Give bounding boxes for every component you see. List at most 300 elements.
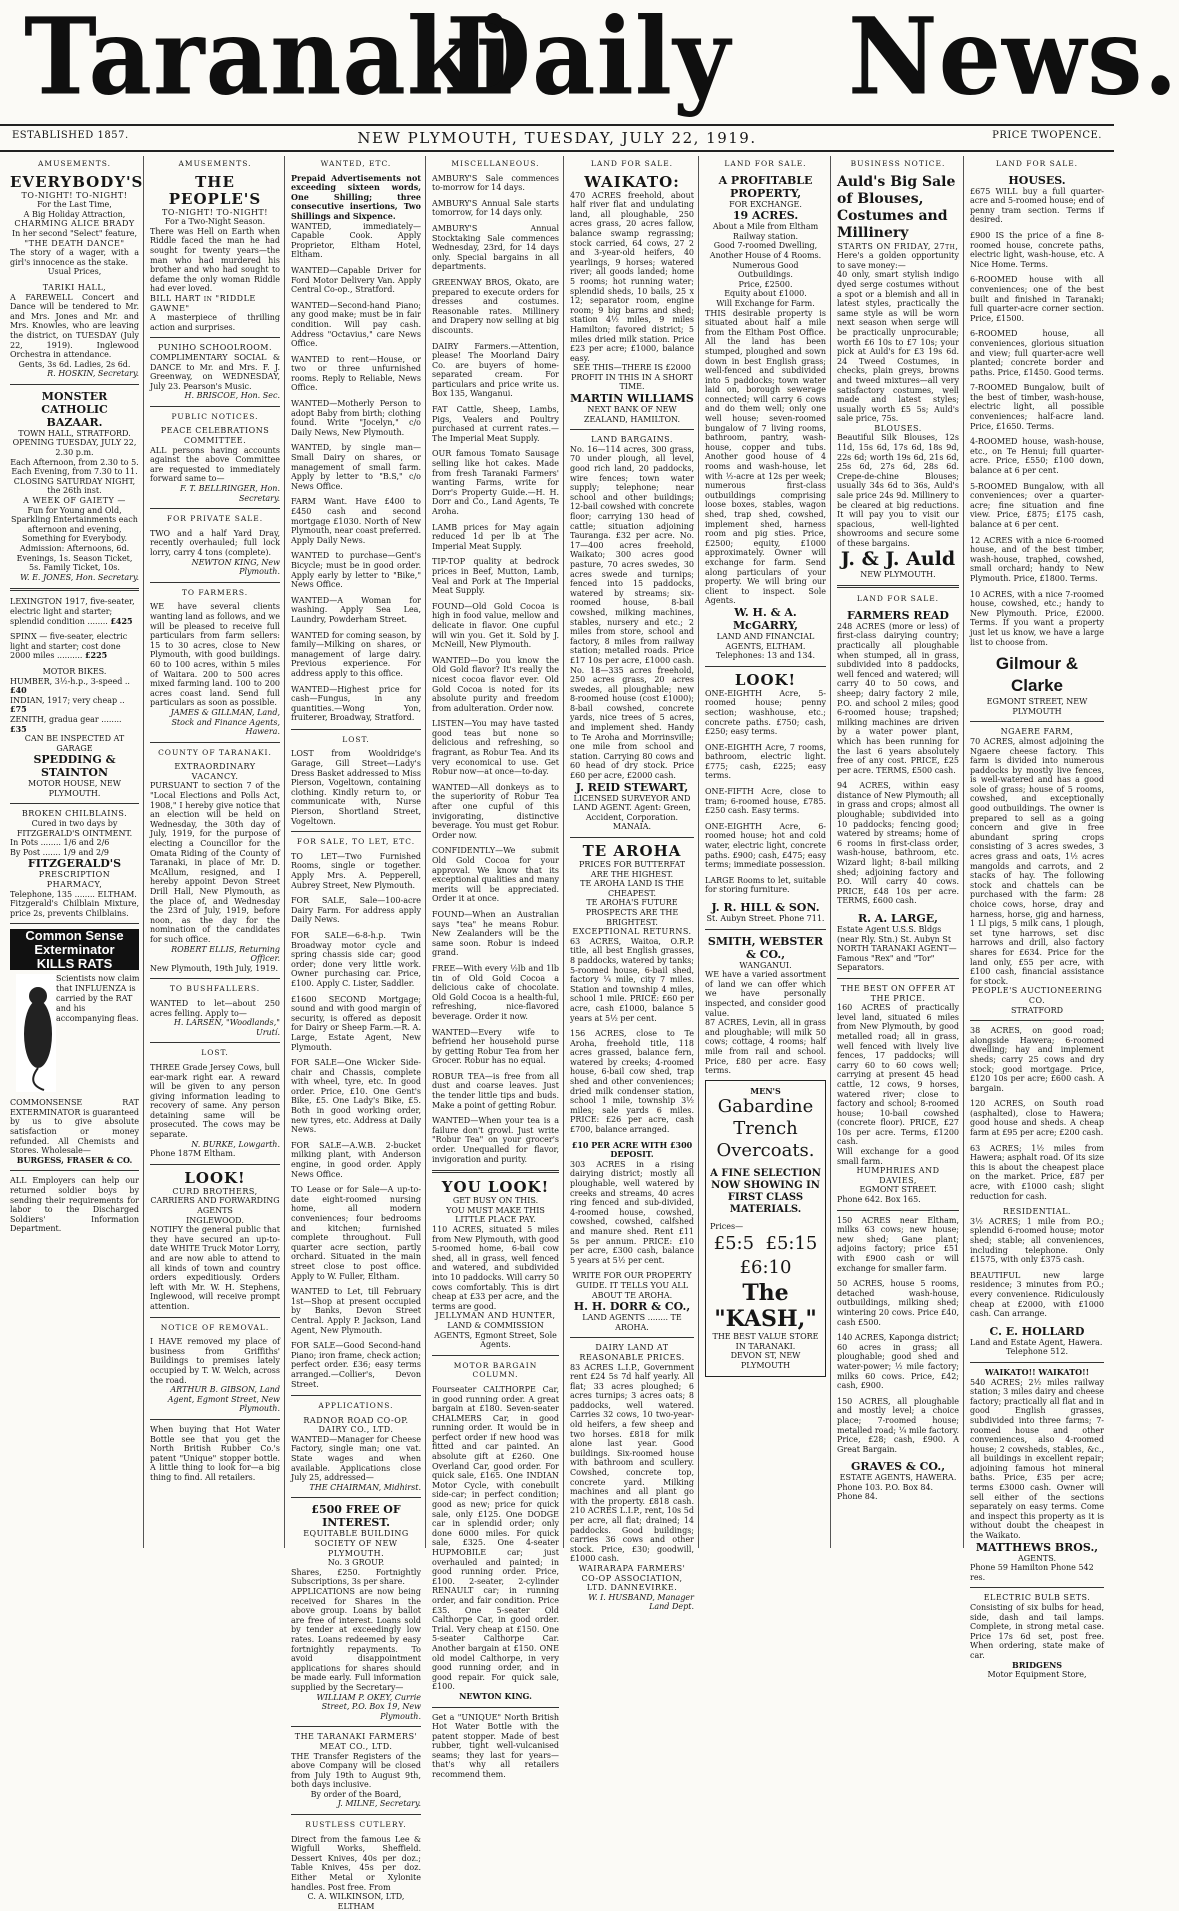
dairy-land: DAIRY LAND AT REASONABLE PRICES. bbox=[579, 1343, 685, 1362]
large-agent: NORTH TARANAKI AGENT— bbox=[837, 944, 957, 954]
chilblains-post: By Post ....... 1/9 and 2/9 bbox=[10, 847, 109, 857]
lost-1: LOST from Wooldridge's Garage, Gill Street—Lady's Dress Basket addressed to Miss Pierson, Vogeltown, containing clothing. Kindly return to, or communicate with, Nurse Pierson, Shortland Street, Vogeltown. bbox=[291, 749, 421, 826]
acres-70: 70 ACRES, almost adjoining the Ngaere cheese factory. This farm is divided into numerous paddocks by mostly live fences, is well-watered and has a good sole of grass; house of 5 rooms, cowshed, and exceptionally good outbuildings. The owner is prepared to sell as a going concern and give in free abundant spring crops consisting of 3 acres swedes, 3 acres grass and oats, 1½ acres mangolds and carrots, and 2 stacks of hay. The following stock and chattels can be purchased with the farm: 28 choice cows, horse, dray and harness, horse, gig and harness, 1 Ll pigs, 5 milk cans, 1 plough, set tyne harrows, set disc harrows and drill, also factory shares for £634. Price for the land only, £55 per acre, with £100 cash, financial assistance for stock. bbox=[970, 736, 1104, 986]
tonight: TO-NIGHT! TO-NIGHT! bbox=[21, 190, 128, 200]
to-let-3: FOR SALE—6-8-h.p. Twin Broadway motor cycle and spring chassis side car; good order; done very little work. Owner purchasing car. Price, £100. Apply C. Lister, Saddler. bbox=[291, 930, 421, 988]
graves-phone: Phone 103. P.O. Box 84. Phone 84. bbox=[837, 1482, 934, 1502]
kash-addr: DEVON ST, NEW PLYMOUTH bbox=[730, 1351, 801, 1370]
chilblains-pots: In Pots ........ 1/6 and 2/6 bbox=[10, 838, 110, 848]
private-sig: NEWTON KING, New Plymouth. bbox=[191, 557, 280, 577]
cheapest: TE AROHA LAND IS THE CHEAPEST. bbox=[580, 879, 684, 898]
blouses-body: Beautiful Silk Blouses, 12s 11d, 15s 6d, 17s 6d, 18s 9d, 22s 6d; worth 19s 6d, 21s 6d, 25s 6d, 27s 6d, 28s 6d. Crepe-de-chine Blouses; usually 34s 6d to 36s, Auld's sale price 24s 9d. Millinery to be cleared at big reductions. It will pay you to visit our spacious, well-lighted showrooms and secure some of these bargains. bbox=[837, 433, 959, 548]
wanted-6: WANTED, by single man—Small Dairy on shares, or management of small farm. Apply by letter to "B.S," c/o News Office. bbox=[291, 443, 421, 491]
wairarapa-sig: W. I. HUSBAND, Manager Land Dept. bbox=[588, 1592, 694, 1612]
farmers-sig: JAMES & GILLMAN, Land, Stock and Finance Agents, Hawera. bbox=[170, 707, 280, 737]
lost-sig: N. BURKE, Lowgarth. bbox=[191, 1139, 280, 1149]
puniho: PUNIHO SCHOOLROOM. bbox=[157, 343, 273, 353]
lost-heading: LOST. bbox=[342, 734, 370, 744]
misc-17: WANTED—Every wife to befriend her household purse by getting Robur Tea from her Grocer. Robur has no equal. bbox=[432, 1027, 559, 1066]
shares: Shares, £250. Fortnightly Subscriptions, 3s per share. bbox=[291, 1567, 421, 1587]
kills-rats: KILLS RATS bbox=[10, 957, 139, 971]
rats-guarantee: COMMONSENSE RAT EXTERMINATOR is guaranteed by us to give absolute satisfaction or money refunded. All Chemists and Stores. Wholesale— bbox=[10, 1098, 139, 1156]
stratford: STRATFORD bbox=[1010, 1005, 1064, 1015]
for-private: FOR PRIVATE SALE. bbox=[166, 514, 264, 524]
acres-150: 150 ACRES near Eltham, milks 63 cows; new house; new shed; Gane plant; adjoins factory; price £51 with £900 cash or will exchange for smaller farm. bbox=[837, 1215, 959, 1273]
fun: Fun for Young and Old, bbox=[27, 505, 122, 515]
vacancy-sig: ROBERT ELLIS, Returning Officer. bbox=[171, 944, 280, 964]
telephone: Telephone, 135 ........ ELTHAM. bbox=[10, 889, 137, 899]
wanted-9: WANTED—A Woman for washing. Apply Sea Lea, Laundry, Powderham Street. bbox=[291, 595, 421, 624]
wanted-3: WANTED—Second-hand Piano; any good make; must be in fair condition. Will pay cash. Address "Octavius," care News Office. bbox=[291, 300, 421, 349]
radnor: RADNOR ROAD CO-OP. DAIRY CO., LTD. bbox=[303, 1415, 409, 1435]
acres-38: 38 ACRES, on good road; alongside Hawera; 6-roomed dwelling; hay and implement sheds; carry 25 cows and dry stock; good mortgage. Price, £120 10s per acre; £600 cash. A bargain. bbox=[970, 1026, 1104, 1093]
res-1: 3½ ACRES; 1 mile from P.O.; splendid 6-roomed house; motor shed; stable; all conveniences, including telephone. Only £1575, with only £375 cash. bbox=[970, 1216, 1104, 1265]
masterpiece: A masterpiece of thrilling action and surprises. bbox=[150, 313, 280, 332]
dairy-body: 83 ACRES L.I.P., Government rent £24 5s 7d half yearly. All flat; 33 acres ploughed; 6 acres turnips; 3 acres oats; 8 paddocks, well watered. Carries 32 cows, 10 two-year-old heifers, a few sheep and two horses. £818 for milk alone last year. Good buildings. Six-roomed house with bathroom and scullery. Cowshed, concrete top, concrete yard. Milking machines and all plant go with the property. £818 cash. 210 ACRES L.I.P., rent, 10s 5d per acre, all flat; drained; 14 paddocks. Good buildings; carries 36 cows and other stock. Price, £30; goodwill, £1000 cash. bbox=[570, 1362, 694, 1564]
private-body: TWO and a half Yard Dray, recently overhauled; full lock lorry, carry 4 tons (complete). bbox=[150, 528, 280, 557]
spedding: SPEDDING & STAINTON bbox=[33, 753, 116, 780]
farmers-body: WE have several clients wanting land as follows, and we will be pleased to receive full particulars from farm sellers: 15 to 30 acres, close to New Plymouth, with good buildings. 60 to 100 acres, within 5 miles of Waitara. 200 to 500 acres mixed farming land. 100 to 200 acres coast land. Send full particulars as soon as possible. bbox=[150, 602, 280, 708]
peace: PEACE CELEBRATIONS COMMITTEE. bbox=[160, 426, 270, 446]
gabardine: Gabardine bbox=[717, 1096, 814, 1118]
complimentary: COMPLIMENTARY SOCIAL & DANCE to Mr. and Mrs. F. J. Greenway, on WEDNESDAY, July 23. Pearson's Music. bbox=[150, 352, 280, 391]
to-let-9: FOR SALE—Good Second-hand Piano; iron frame, check action; perfect order. £36; easy terms arranged.—Collier's, Devon Street. bbox=[291, 1341, 421, 1389]
misc-13: WANTED—All donkeys as to the superiority of Robur Tea after one cupful of this invigorating, distinctive beverage. You must get Robur. Order now. bbox=[432, 782, 559, 840]
column-header: WANTED, ETC. bbox=[320, 159, 392, 168]
misc-14: CONFIDENTLY—We submit Old Gold Cocoa for your approval. We know that its exceptional qualities and many merits will be appreciated. Order it at once. bbox=[432, 846, 559, 904]
column-3 bbox=[287, 156, 426, 1911]
hotwater: When buying that Hot Water Bottle see that you get the North British Rubber Co.'s patent "Unique" stopper bottle. A little thing to look for—a big thing to find. All retailers. bbox=[150, 1424, 280, 1482]
acres-63: 63 ACRES, Waitoa, O.R.P. title, all best English grasses, 8 paddocks, watered by tanks; 5-roomed house, 6-bail shed, factory ¼ mile, city 7 miles. Station and township 4 miles, school 1 mile. PRICE: £60 per acre, cash £1000, balance 5 years at 5½ per cent. bbox=[570, 936, 694, 1023]
dwelling: Good 7-roomed Dwelling, bbox=[713, 241, 818, 251]
mens: MEN'S bbox=[750, 1085, 781, 1096]
acres-120: 120 ACRES, on South road (asphalted), close to Hawera; good house and sheds. A cheap farm at £95 per acre; £200 cash. bbox=[970, 1099, 1104, 1138]
column-header: LAND FOR SALE. bbox=[590, 159, 674, 168]
feature: "THE DEATH DANCE" bbox=[24, 238, 125, 248]
misc-11: WANTED—Do you know the Old Gold flavor? It's really the nicest cocoa flavor ever. Old Gold Cocoa is noted for its absolute purity and freedom from adulteration. Order now. bbox=[432, 655, 559, 713]
kash: The "KASH," bbox=[714, 1279, 817, 1332]
misc-19: WANTED—When your tea is a failure don't growl. Just write "Robur Tea" on your grocer's order. Unequalled for flavor, invigoration and purity. bbox=[432, 1116, 559, 1164]
misc-1: AMBURY'S Sale commences to-morrow for 14 days. bbox=[432, 173, 559, 193]
mcgarry: W. H. & A. McGARRY, bbox=[732, 605, 798, 632]
wanted-4: WANTED to rent—House, or two or three unfurnished rooms. Reply to Reliable, News Office. bbox=[291, 354, 421, 393]
newton-body: Get a "UNIQUE" North British Hot Water Bottle with the patent stopper. Made of best rubber, tight well-vulcanised seams; they last for years—that's why all retailers recommend them. bbox=[432, 1712, 559, 1780]
exterminator: Exterminator bbox=[10, 943, 139, 957]
motor-bikes: MOTOR BIKES. bbox=[42, 666, 107, 676]
hill: J. R. HILL & SON. bbox=[711, 901, 820, 914]
inspected: CAN BE INSPECTED AT GARAGE bbox=[24, 734, 125, 753]
misc-3: AMBURY'S Annual Stocktaking Sale commences Wednesday, 23rd, for 14 days only. Special bargains in all departments. bbox=[432, 223, 559, 272]
rustless: RUSTLESS CUTLERY. bbox=[305, 1820, 407, 1830]
misc-18: ROBUR TEA—is free from all dust and coarse leaves. Just the tender little tips and buds. Make a point of getting Robur. bbox=[432, 1071, 559, 1110]
column-6 bbox=[701, 156, 831, 1548]
price: Price, £2500. bbox=[738, 279, 793, 289]
golden: Here's a golden opportunity to save money:— bbox=[837, 251, 959, 270]
price-row: £5:5 £5:15 bbox=[713, 1232, 818, 1254]
misc-16: FREE—With every ½lb and 1lb tin of Old Gold Cocoa a delicious cake of chocolate. Old Gold Cocoa is a health-ful, refreshing, nice-flavored beverage. Order it now. bbox=[432, 963, 559, 1021]
rat-illustration bbox=[10, 974, 139, 1094]
usual-prices: Usual Prices, bbox=[47, 267, 102, 277]
wanted-7: FARM Want. Have £400 to £450 cash and second mortgage £1030. North of New Plymouth, near coast preferred. Apply Daily News. bbox=[291, 497, 421, 545]
to-let-6: FOR SALE—A.W.B. 2-bucket milking plant, with Anderson engine, in good order. Apply News Office. bbox=[291, 1140, 421, 1179]
humphries: HUMPHRIES AND DAVIES, bbox=[856, 1166, 940, 1185]
selection: A FINE SELECTION NOW SHOWING IN FIRST CLASS MATERIALS. bbox=[710, 1168, 821, 1216]
jj-addr: NEW PLYMOUTH. bbox=[860, 569, 936, 579]
waikato: WAIKATO!! WAIKATO!! bbox=[984, 1366, 1090, 1377]
hollard-sub: Land and Estate Agent, Hawera. bbox=[970, 1337, 1103, 1347]
column-7 bbox=[833, 156, 964, 1548]
meat-sig: J. MILNE, Secretary. bbox=[337, 1799, 421, 1809]
mile: About a Mile from Eltham Railway station. bbox=[712, 222, 819, 241]
closing: CLOSING SATURDAY NIGHT, the 26th inst. bbox=[13, 476, 136, 496]
bushfallers-body: WANTED to let—about 250 acres felling. Apply to— bbox=[150, 998, 280, 1018]
lexington: LEXINGTON 1917, five-seater, electric light and starter; splendid condition ........ £425 bbox=[10, 597, 135, 626]
place-date: NEW PLYMOUTH, TUESDAY, JULY 22, 1919. bbox=[357, 129, 757, 147]
acres-87: 87 ACRES, Levin, all in grass and ploughable; will milk 50 cows; cottage, 4 rooms; half mile from rail and school. Price, £80 per acre. Easy terms. bbox=[705, 1018, 826, 1076]
fitzgerald: FITZGERALD'S bbox=[27, 857, 122, 871]
to-let-2: FOR SALE, Sale—100-acre Dairy Farm. For address apply Daily News. bbox=[291, 896, 421, 925]
masthead-word-taranaki: Taranaki bbox=[24, 0, 515, 120]
story: The story of a wager, with a girl's innocence as the stake. bbox=[10, 248, 139, 267]
matthews: MATTHEWS BROS., bbox=[975, 1540, 1099, 1554]
column-header: LAND FOR SALE. bbox=[995, 159, 1079, 168]
column-header: MISCELLANEOUS. bbox=[451, 159, 540, 168]
land-bargains: LAND BARGAINS. bbox=[591, 435, 673, 445]
column-8 bbox=[966, 156, 1108, 1680]
matthews-sub: AGENTS. bbox=[1017, 1553, 1057, 1563]
price-3: £6:10 bbox=[739, 1256, 792, 1278]
complimentary-sig: H. BRISCOE, Hon. Sec. bbox=[184, 391, 280, 401]
profitable: A PROFITABLE PROPERTY, bbox=[718, 173, 813, 200]
curd-sub: CARRIERS AND FORWARDING AGENTS bbox=[150, 1196, 280, 1216]
eighth-3: ONE-FIFTH Acre, close to tram; 6-roomed house, £785. £250 cash. Easy terms. bbox=[705, 787, 826, 816]
te-aroha-sub: PRICES FOR BUTTERFAT ARE THE HIGHEST. bbox=[578, 860, 686, 879]
removal-body: I HAVE removed my place of business from Griffiths' Buildings to premises lately occupied by T. W. Welch, across the road. bbox=[150, 1337, 280, 1385]
wanganui: WANGANUI. bbox=[739, 960, 792, 970]
prices-label: Prices— bbox=[710, 1222, 744, 1232]
sparkling: Sparkling Entertainments each afternoon and evening, bbox=[11, 515, 138, 534]
peoples-tonight: TO-NIGHT! TO-NIGHT! bbox=[162, 207, 268, 217]
waikato: WAIKATO: bbox=[584, 172, 680, 191]
vacancy-date: New Plymouth, 19th July, 1919. bbox=[150, 963, 279, 973]
house-3: 6-ROOMED house with all conveniences; one of the best built and finished in Taranaki; full quarter-acre corner section. Price, £1500. bbox=[970, 275, 1104, 323]
prescription: PRESCRIPTION PHARMACY, bbox=[38, 870, 111, 890]
misc-6: FAT Cattle, Sheep, Lambs, Pigs, Vealers and Poultry purchased at current rates.—The Imperial Meat Supply. bbox=[432, 405, 559, 443]
martin: MARTIN WILLIAMS bbox=[570, 392, 694, 406]
column-header: AMUSEMENTS. bbox=[37, 159, 111, 168]
house-9: 10 ACRES, with a nice 7-roomed house, cowshed, etc.; handy to New Plymouth. Price, £2000. Terms. If you want a property just let us know, we have a large list to choose from. bbox=[970, 589, 1104, 647]
bargain-body: Fourseater CALTHORPE Car, in good running order. A great bargain at £180. Seven-seater CHALMERS Car, in good running order. It would be in perfect order if new hood was fitted and car painted. An absolute gift at £260. One Overland Car, good order. For quick sale, £165. One INDIAN Motor Cycle, with conebuilt side-car; in perfect condition; good as new; price for quick sale, only £125. One DODGE car in splendid order; only done 6000 miles. For quick sale, £325. One 4-seater HUPMOBILE car; just overhauled and painted; in good running order. Price, £100. 2-seater, 2-cylinder RENAULT car; in running order, and fair condition. Price £35. One 5-seater Old Calthorpe Car, in good order. Trial. Very cheap at £150. One 5-seater Calthorpe Car. Another bargain at £150. ONE old model Calthorpe, in very good running order, and in good repair. For quick sale, £100. bbox=[432, 1384, 559, 1692]
wanted-8: WANTED to purchase—Gent's Bicycle; must be in good order. Apply early by letter to "Bike," News Office. bbox=[291, 551, 421, 590]
mixture: Fitzgerald's Chilblain Mixture, price 2s, prevents Chilblains. bbox=[10, 899, 139, 918]
removal-sig: ARTHUR B. GIBSON, Land Agent, Egmont Street, New Plymouth. bbox=[167, 1385, 280, 1414]
chilblains-body: Cured in two days by FITZGERALD'S OINTMENT. bbox=[16, 819, 133, 838]
exchange: FOR EXCHANGE. bbox=[729, 199, 802, 209]
misc-5: DAIRY Farmers.—Attention, please! The Moorland Dairy Co. are buyers of home-separated cream. For particulars and price write us. Box 135, Wanganui. bbox=[432, 341, 559, 399]
monster: MONSTER bbox=[41, 389, 108, 403]
desirable: THIS desirable property is situated about half a mile from the Eltham Post Office. All the land has been stumped, ploughed and sown down in best English grass; well-fenced and subdivided into 5 paddocks; town water laid on, borough sewerage connected; will carry 6 cows and do them well; only one well house; seven-roomed bungalow of 7 living rooms, bathroom, pantry, wash-house, copper and tubs. Another good house of 4 rooms and wash-house, let with ½-acre at 12s per week; numerous first-class outbuildings comprising loose boxes, stables, wagon shed, trap shed, cowshed, implement shed, harness room and pig sties. Price, £2500; equity, £1000 approximately. Owner will exchange for farm. Send along particulars of your property. We will bring our client to inspect. Sole Agents. bbox=[705, 308, 826, 606]
house-8: 12 ACRES with a nice 6-roomed house, and of the best timber, wash-house, traphed, cowshed, small orchard; handy to New Plymouth. Price, £1800. Terms. bbox=[970, 535, 1104, 583]
spedding-addr: MOTOR HOUSE, NEW PLYMOUTH. bbox=[28, 779, 121, 798]
residential: RESIDENTIAL. bbox=[1003, 1207, 1071, 1217]
farewell-sig: R. HOSKIN, Secretary. bbox=[47, 369, 139, 379]
town-hall: TOWN HALL, STRATFORD. bbox=[18, 428, 131, 438]
smith-body: WE have a varied assortment of land we can offer which we have personally inspected, and consider good value. bbox=[705, 970, 826, 1018]
removal: NOTICE OF REMOVAL. bbox=[160, 1322, 270, 1332]
wanted-2: WANTED—Capable Driver for Ford Motor Delivery Van. Apply Central Co-op., Stratford. bbox=[291, 265, 421, 295]
lost-body: THREE Grade Jersey Cows, bull ear-mark right ear. A reward will be given to any person giving information leading to recovery of same. Any person detaining same will be prosecuted. The cows may be separate. bbox=[150, 1062, 280, 1140]
acres-63: 63 ACRES; 1½ miles from Hawera; asphalt road. Of its size this is about the cheapest place on the market. Price, £87 per acre, with £1000 cash; slight reduction for cash. bbox=[970, 1143, 1104, 1201]
acres-94: 94 ACRES, within easy distance of New Plymouth; all in grass and crops; almost all ploughable; subdivided into 10 paddocks; fencing good; watered by streams; home of 6 rooms in first-class order, wash-house, bathroom, etc. Wizard light; 8-bail milking shed; adjoining factory and P.O. Will carry 40 cows. PRICE, £48 10s per acre. TERMS, £600 cash. bbox=[837, 781, 959, 906]
column-2 bbox=[146, 156, 285, 1548]
interest-title: £500 FREE OF INTEREST. bbox=[311, 1503, 401, 1530]
curd: CURD BROTHERS, bbox=[172, 1186, 258, 1196]
humber: HUMBER, 3½-h.p., 3-speed .. £40 bbox=[10, 676, 130, 696]
best-offer: THE BEST ON OFFER AT THE PRICE. bbox=[840, 983, 956, 1003]
everybodys-title: EVERYBODY'S bbox=[10, 172, 144, 191]
lexington-price: £425 bbox=[110, 615, 133, 626]
farewell: A FAREWELL Concert and Dance will be tendered to Mr. and Mrs. Jones and Mr. and Mrs. Knowles, who are leaving the district, on TUESDAY (July 22, 1919). Inglewood Orchestra in attendance. bbox=[10, 292, 139, 360]
blouses: BLOUSES. bbox=[874, 423, 922, 433]
bargains-body: No. 16—114 acres, 300 grass, 70 under plough, all level, good rich land, 20 paddocks, wire fences; town water supply; telephone; near school and other buildings; 12-bail cowshed with concrete floor; carrying 130 head of cattle; situation adjoining Tauranga. £32 per acre. No. 17—400 acres freehold, Waikato; 300 acres good pasture, 70 acres swedes, 30 acres swede and turnips; fenced into 15 paddocks, watered by streams; six-roomed house, 8-bail cowshed, milking machines, stables, nursery and etc.; 2 miles from store, school and factory, 8 miles from railway station; metalled roads. Price £17 10s per acre, £1000 cash. No. 18—335 acres freehold, 250 acres grass, 20 acres swedes, all ploughable; new 8-roomed house (cost £1000); 8-bail cowshed, concrete yards, nice trees of 5 acres, and implement shed. Handy to Te Aroha and Morrinsville; one mile from school and station. Carrying 80 cows and 60 head of dry stock. Price £60 per acre, £2000 cash. bbox=[570, 444, 694, 781]
eighth-2: ONE-EIGHTH Acre, 7 rooms, bathroom, electric light. £775; cash, £225; easy terms. bbox=[705, 742, 826, 781]
equitable: EQUITABLE BUILDING SOCIETY OF NEW PLYMOUTH. bbox=[303, 1529, 409, 1558]
to-let-4: £1600 SECOND Mortgage; sound and with good margin of security, is offered as deposit for Dairy or Sheep Farm.—R. A. Large, Estate Agent, New Plymouth. bbox=[291, 994, 421, 1052]
misc-8: LAMB prices for May again reduced 1d per lb at The Imperial Meat Supply. bbox=[432, 522, 559, 551]
peoples-title: THE PEOPLE'S bbox=[168, 172, 262, 208]
bushfallers: TO BUSHFALLERS. bbox=[169, 984, 261, 994]
spinx: SPINX — five-seater, electric light and starter; cost done 2000 miles .......... £225 bbox=[10, 632, 128, 661]
peoples-body: There was Hell on Earth when Riddle faced the man he had sought for twenty years—the man who had murdered his brother and who had sought to defame the only woman Riddle had ever loved. bbox=[150, 226, 280, 294]
dorr-sub: LAND AGENTS ........ TE AROHA. bbox=[582, 1313, 682, 1332]
misc-2: AMBURY'S Annual Sale starts tomorrow, for 14 days only. bbox=[432, 198, 559, 218]
bazaar: BAZAAR. bbox=[46, 415, 103, 429]
group: No. 3 GROUP. bbox=[327, 1558, 385, 1568]
graves-sub: ESTATE AGENTS, HAWERA. bbox=[839, 1473, 957, 1483]
house-7: 5-ROOMED Bungalow, with all conveniences; over a quarter-acre; fine situation and fine view. Price, £875; £175 cash, balance at 6 per cent. bbox=[970, 481, 1104, 529]
to-farmers: TO FARMERS. bbox=[181, 587, 249, 597]
bridgens: BRIDGENS bbox=[1011, 1659, 1063, 1670]
inglewood: INGLEWOOD. bbox=[186, 1215, 244, 1225]
aulds-title: Auld's Big Sale of Blouses, Costumes and Millinery bbox=[837, 173, 956, 241]
meat-order: By order of the Board, bbox=[310, 1789, 402, 1799]
rats-body: Scientists now claim that INFLUENZA is carried by the RAT and his accompanying fleas. bbox=[56, 974, 140, 1024]
special: In her second "Select" feature, bbox=[11, 228, 138, 238]
trench: Trench bbox=[733, 1118, 798, 1140]
column-1 bbox=[6, 156, 144, 1548]
vacancy-body: PURSUANT to section 7 of the "Local Elections and Polls Act, 1908," I hereby give notice that an election will be held on Wednesday, the 30th day of July, 1919, for the purpose of electing a Councillor for the Omata Riding of the County of Taranaki, in place of Mr. D. McAllum, resigned, and I hereby appoint Devon Street Drill Hall, New Plymouth, as the place of, and Wednesday the 23rd of July, 1919, before noon, as the day for the nomination of the candidates for such office. bbox=[150, 781, 280, 944]
busy: GET BUSY ON THIS. bbox=[452, 1196, 539, 1206]
gilmour: Gilmour & Clarke bbox=[995, 654, 1079, 696]
opening: OPENING TUESDAY, JULY 22, 2.30 p.m. bbox=[12, 438, 137, 458]
acres-303: 303 ACRES in a rising dairying district; mostly all ploughable, well watered by creeks and streams, 40 acres ring fenced and sub-divided, 4-roomed house, cowshed, cowshed, cowshed, calfshed and manure shed. Rent £11 5s per annum. PRICE: £10 per acre, £300 cash, balance 5 years at 5½ per cent. bbox=[570, 1159, 694, 1265]
martin-addr: NEXT BANK OF NEW ZEALAND, HAMILTON. bbox=[583, 405, 681, 424]
zenith: ZENITH, gradua gear ........ £35 bbox=[10, 714, 122, 734]
each-afternoon: Each Afternoon, from 2.30 to 5. Each Evening, from 7.30 to 11. bbox=[10, 457, 139, 477]
misc-12: LISTEN—You may have tasted good teas but none so delicious and refreshing, so fragrant, as Robur Tea. And its very economical to use. Get Robur now—at once—to-day. bbox=[432, 719, 559, 777]
mcgarry-tel: Telephones: 13 and 134. bbox=[715, 651, 816, 661]
lost: LOST. bbox=[201, 1048, 229, 1058]
reid: J. REID STEWART, bbox=[575, 780, 689, 794]
common-sense: Common Sense bbox=[10, 929, 139, 943]
hollard: C. E. HOLLARD bbox=[989, 1324, 1085, 1338]
you-look: YOU LOOK! bbox=[441, 1178, 550, 1197]
newton: NEWTON KING. bbox=[459, 1690, 532, 1701]
established: ESTABLISHED 1857. bbox=[12, 130, 129, 141]
catholic: CATHOLIC bbox=[41, 402, 108, 416]
exchange-farm: Will Exchange for Farm. bbox=[716, 298, 815, 308]
masthead bbox=[0, 0, 1179, 120]
starts: STARTS ON FRIDAY, 27th, bbox=[837, 241, 959, 251]
eighth-1: ONE-EIGHTH Acre, 5-roomed house; penny section; washhouse, etc.; concrete paths. £750; cash, £250; easy terms. bbox=[705, 688, 826, 737]
everybodys-ad bbox=[10, 172, 144, 277]
burgess: BURGESS, FRASER & CO. bbox=[16, 1154, 133, 1165]
humphries-addr: EGMONT STREET. bbox=[859, 1185, 937, 1195]
motor-bargain: MOTOR BARGAIN COLUMN. bbox=[453, 1360, 538, 1380]
acres-50: 50 ACRES, house 5 rooms, detached wash-house, outbuildings, milking shed; wintering 20 cows. Price £40, cash £500. bbox=[837, 1279, 959, 1327]
large: R. A. LARGE, bbox=[857, 912, 938, 925]
misc-15: FOUND—When an Australian says "tea" he means Robur. New Zealanders will be the same soon. Robur is indeed grand. bbox=[432, 909, 559, 958]
equity: Equity about £1000. bbox=[724, 289, 807, 299]
house-2: £900 IS the price of a fine 8-roomed house, concrete paths, electric light, wash-house, etc. A Nice Home. Terms. bbox=[970, 230, 1104, 269]
misc-4: GREENWAY BROS, Okato, are prepared to execute orders for dresses and costumes. Reasonable rates. Millinery and Drapery now selling at big discounts. bbox=[432, 277, 559, 335]
gaiety: A WEEK OF GAIETY — bbox=[23, 496, 126, 506]
admission: Admission: Afternoons, 6d. Evenings, 1s. Season Ticket, 5s. Family Ticket, 10s. bbox=[16, 544, 133, 573]
employers: ALL Employers can help our returned soldier boys by sending their requirements for labor to the Discharged Soldiers' Information Department. bbox=[10, 1176, 139, 1234]
bridgens-sub: Motor Equipment Store, bbox=[987, 1670, 1087, 1680]
chilblains-title: BROKEN CHILBLAINS. bbox=[21, 809, 128, 819]
masthead-word-news: News. bbox=[848, 0, 1179, 120]
te-aroha: TE AROHA bbox=[582, 842, 682, 860]
tariki-hall: TARIKI HALL, bbox=[42, 282, 107, 292]
electric: ELECTRIC BULB SETS. bbox=[983, 1593, 1091, 1603]
gabardine-ad bbox=[705, 1080, 826, 1378]
applications: APPLICATIONS. bbox=[318, 1401, 394, 1411]
to-let-5: FOR SALE—One Wicker Side-chair and Chassis, complete with wheel, tyre, etc. In good order. Price, £10. One Gent's Bike, £5. One Lady's Bike, £5. Both in good working order, new tyres, etc. Address at Daily News. bbox=[291, 1058, 421, 1135]
meat-body: THE Transfer Registers of the above Company will be closed from July 19th to August 9th, both days inclusive. bbox=[291, 1751, 421, 1790]
stars: CHARMING ALICE BRADY bbox=[14, 219, 135, 229]
smith: SMITH, WEBSTER & CO., bbox=[707, 934, 824, 961]
overcoats: Overcoats. bbox=[716, 1140, 815, 1162]
curd-body: NOTIFY the general public that they have secured an up-to-date WHITE Truck Motor Lorry, and are now able to attend to all kinds of town and country orders expeditiously. Orders left with Mr. W. H. Stephens, Inglewood, will receive prompt attention. bbox=[150, 1225, 280, 1311]
write-for: WRITE FOR OUR PROPERTY GUIDE. IT TELLS YOU ALL ABOUT TE AROHA. bbox=[572, 1271, 692, 1300]
bushfallers-sig: H. LARSEN, "Woodlands," Urutí. bbox=[173, 1018, 280, 1037]
house-4: 6-ROOMED house, all conveniences, glorious situation and view; full quarter-acre well planted; concrete border and paths. Price, £1450. Good terms. bbox=[970, 329, 1104, 377]
price: PRICE TWOPENCE. bbox=[992, 130, 1102, 141]
farmers-read: FARMERS READ bbox=[847, 608, 949, 622]
misc-10: FOUND—Old Gold Cocoa is high in food value, mellow and delicate in flavor. One cupful will win you. Get it. Sold by J. McNeill, New Plymouth. bbox=[432, 601, 559, 650]
house-5: 7-ROOMED Bungalow, built of the best of timber, wash-house, electric light, all possible conveniences; half-acre land. Price, £1650. Terms. bbox=[970, 383, 1104, 431]
land-heading: LAND FOR SALE. bbox=[856, 594, 940, 604]
res-2: BEAUTIFUL new large residence; 3 minutes from P.O.; every convenience. Ridiculously cheap at £2000, with £1000 cash. Can arrange. bbox=[970, 1270, 1104, 1319]
reid-sub: LICENSED SURVEYOR AND LAND AGENT. Agent: Green, Accident, Corporation. bbox=[573, 793, 691, 822]
mcgarry-sub: LAND AND FINANCIAL AGENTS, ELTHAM. bbox=[716, 631, 815, 651]
house-1: £675 WILL buy a full quarter-acre and 5-roomed house; end of penny tram section. Terms if desired. bbox=[970, 186, 1104, 225]
acres-110: 110 ACRES, situated 5 miles from New Plymouth, with good 5-roomed home, 6-bail cow shed, all in grass, well fenced and watered, and subdivided into 10 paddocks. Will carry 50 cows comfortably. This is dirt cheap at £33 per acre, and the terms are good. bbox=[432, 1225, 559, 1311]
humphries-phone: Phone 642. Box 165. bbox=[837, 1195, 921, 1205]
future: TE AROHA'S FUTURE PROSPECTS ARE THE BRIGHTEST. bbox=[585, 898, 679, 927]
peace-sig: F. T. BELLRINGER, Hon. Secretary. bbox=[180, 484, 280, 503]
graves: GRAVES & CO., bbox=[850, 1460, 946, 1474]
wairarapa: WAIRARAPA FARMERS' CO-OP ASSOCIATION, LTD. DANNEVIRKE. bbox=[578, 1563, 686, 1593]
column-header: LAND FOR SALE. bbox=[724, 159, 807, 168]
electric-body: Consisting of six bulbs for head, side, dash and tail lamps. Complete, in strong metal case. Price 17s 6d set, post free. When ordering, state make of car. bbox=[970, 1603, 1104, 1660]
separators: Famous "Rex" and "Tor" Separators. bbox=[837, 953, 935, 973]
acres-470: 470 ACRES freehold, about half river flat and undulating land, all ploughable, 250 acres grass, 20 acres fallow, balance swamp regrassing; stock carried, 64 cows, 27 2 and 3-year-old heifers, 40 yearlings, 9 horses; watered river; all goods landed; home 5 rooms; hot running water; splendid sheds, 10 bails, 25 x 12; separator room, engine room; 9 big barns and shed; station 4½ miles, 9 miles Hamilton; favored district; 5 miles dried milk station. Price £23 per acre; £1000, balance easy. bbox=[570, 190, 694, 363]
vacancy: EXTRAORDINARY VACANCY. bbox=[174, 762, 256, 781]
kash-sub: THE BEST VALUE STORE IN TARANAKI. bbox=[712, 1331, 819, 1351]
wanted-1: WANTED, immediately—Capable Cook. Apply Proprietor, Eltham Hotel, Eltham. bbox=[291, 221, 421, 260]
bill-hart: BILL HART in "RIDDLE GAWNE" bbox=[150, 293, 256, 313]
houses: HOUSES. bbox=[1008, 173, 1066, 187]
admission-sig: W. E. JONES, Hon. Secretary. bbox=[20, 572, 139, 582]
wanted-10: WANTED for coming season, by family—Milking on shares, or management of large dairy. Previous experience. For address apply to this office. bbox=[291, 630, 421, 678]
eighth-5: LARGE Rooms to let, suitable for storing furniture. bbox=[705, 875, 826, 895]
public-notices: PUBLIC NOTICES. bbox=[171, 411, 259, 421]
peace-body: ALL persons having accounts against the above Committee are requested to immediately forward same to— bbox=[150, 445, 280, 484]
lost-phone: Phone 187M Eltham. bbox=[150, 1149, 236, 1159]
eighth-4: ONE-EIGHTH Acre, 6-roomed house; hot and cold water, electric light, concrete paths. £900; cash, £475; easy terms; immediate possession. bbox=[705, 821, 826, 870]
jj-auld: J. & J. Auld bbox=[840, 547, 956, 570]
jellyman-sub: LAND & COMMISSION AGENTS, Egmont Street, Sole Agents. bbox=[434, 1320, 557, 1350]
aulds-body: 40 only, smart stylish indigo dyed serge costumes without a spot or a blemish and all in latest styles, practically the same style as will be worn next season when serge will be practically unprocurable; worth £6 10s to £7 10s; your pick at Auld's for £3 19s 6d. 24 Tweed Costumes, in checks, plain greys, browns and tweed mixtures—all very satisfactory costumes, well made and latest styles; usually worth £5 5s; Auld's sale price, 75s. bbox=[837, 270, 959, 424]
farewell-gents: Gents, 3s 6d. Ladies, 2s 6d. bbox=[18, 359, 131, 369]
gilmour-addr: EGMONT STREET, NEW PLYMOUTH bbox=[986, 697, 1088, 716]
hill-addr: St. Aubyn Street. Phone 711. bbox=[706, 914, 825, 923]
to-let-7: TO Lease or for Sale—A up-to-date eight-roomed nursing home, all modern conveniences; four bedrooms and kitchen; furnished complete throughout. Full quarter acre section, partly orchard. Situated in the main street close to post office. Apply to W. Fuller, Eltham. bbox=[291, 1185, 421, 1281]
exchange: Will exchange for a good small farm. bbox=[837, 1147, 959, 1166]
acres-160: 160 ACRES of practically level land, situated 6 miles from New Plymouth, by good metalled road; all in grass, well fenced with lively live fences, 17 paddocks; will carry 60 to 60 cows well; carrying at present 45 head cattle, 12 cows, 9 horses, watered river; close to factory and school; 8-roomed house; 10-bail cowshed (concrete floor). PRICE, £27 10s per acre. Terms, £1200 cash. bbox=[837, 1003, 959, 1147]
holiday: A Big Holiday Attraction, bbox=[23, 209, 126, 219]
two-night: For a Two-Night Season. bbox=[164, 217, 266, 227]
radnor-body: WANTED—Manager for Cheese Factory, single man; one vat. State wages and when available. Applications close July 25, addressed— bbox=[291, 1434, 421, 1483]
dorr: H. H. DORR & CO., bbox=[573, 1300, 691, 1314]
acres-248: 248 ACRES (more or less) of first-class dairying country; practically all ploughable when stumped, all in grass, subdivided into 8 paddocks, well fenced and watered; will carry 40 to 50 cows, and sheep; dairy factory 2 mile, P.O. and school 2 miles; good 6-roomed house; trapshed; milking machines are driven by a water power plant, which has been running for the last 6 years absolutely free of any cost. PRICE, £25 per acre. TERMS, £500 cash. bbox=[837, 621, 959, 775]
spinx-price: £225 bbox=[84, 650, 108, 661]
house-6: 4-ROOMED house, wash-house, etc., on Te Henui; full quarter-acre. Price, £550; £100 down, balance at 6 per cent. bbox=[970, 437, 1104, 476]
misc-9: TIP-TOP quality at bedrock prices in Beef, Mutton, Lamb, Veal and Pork at The Imperial Meat Supply. bbox=[432, 557, 559, 596]
to-let-heading: FOR SALE, TO LET, ETC. bbox=[296, 837, 416, 847]
must-make: YOU MUST MAKE THIS LITTLE PLACE PAY. bbox=[446, 1205, 545, 1225]
farmers-meat: THE TARANAKI FARMERS' MEAT CO., LTD. bbox=[294, 1732, 418, 1751]
to-let-8: WANTED to Let, till February 1st—Shop at present occupied by Banks, Devon Street Central. Apply P. Jackson, Land Agent, New Plymouth. bbox=[291, 1287, 421, 1335]
column-5 bbox=[566, 156, 699, 1612]
acres-140: 140 ACRES, Kaponga district; 60 acres in grass; all ploughable; good shed and water-power; ½ mile factory; milks 60 cows. Price, £42; cash, £900. bbox=[837, 1333, 959, 1391]
dateline bbox=[0, 124, 1114, 152]
column-header: BUSINESS NOTICE. bbox=[850, 159, 946, 168]
acres-156: 156 ACRES, close to Te Aroha, freehold title, 118 acres grassed, balance fern, watered by creeks; 4-roomed house, 6-bail cow shed, trap shed and other conveniences; dried milk condenser station, school 1 mile, township 3½ miles; sale yards 6 miles. PRICE: £26 per acre, cash £700, balance arranged. bbox=[570, 1029, 694, 1135]
rustless-sig: C. A. WILKINSON, LTD, ELTHAM bbox=[307, 1892, 405, 1911]
matthews-phone: Phone 59 Hamilton Phone 542 res. bbox=[970, 1563, 1094, 1582]
exceptional: EXCEPTIONAL RETURNS. bbox=[572, 927, 692, 937]
peoples-auct: PEOPLE'S AUCTIONEERING CO. bbox=[971, 986, 1103, 1005]
manaia: MANAIA. bbox=[612, 822, 652, 832]
last-time: For the Last Time, bbox=[37, 200, 112, 210]
look: LOOK! bbox=[184, 1168, 246, 1187]
look: LOOK! bbox=[734, 670, 797, 689]
rustless-body: Direct from the famous Lee & Wigfull Works, Sheffield. Dessert Knives, 40s per doz.; Table Knives, 45s per doz. Either Metal or Xylonite handles. Post free. From bbox=[291, 1834, 421, 1892]
county: COUNTY OF TARANAKI. bbox=[158, 747, 272, 757]
prepaid: Prepaid Advertisements not exceeding sixteen words, One Shilling; three consecutive insertions, Two Shillings and Sixpence. bbox=[291, 172, 421, 221]
masthead-word-daily: Daily bbox=[446, 0, 731, 120]
radnor-sig: THE CHAIRMAN, Midhirst. bbox=[309, 1482, 421, 1492]
interest-body: APPLICATIONS are now being received for Shares in the above group. Loans by ballot are free of interest. Loans sold by tender at exceedingly low rates. Loans redeemed by easy fortnightly repayments. To avoid disappointment applications for shares should be made early. Full information supplied by the Secretary— bbox=[291, 1587, 421, 1692]
hollard-phone: Telephone 512. bbox=[1005, 1347, 1069, 1357]
ten-pounds: £10 PER ACRE WITH £300 DEPOSIT. bbox=[571, 1139, 693, 1160]
columns bbox=[6, 156, 1108, 1911]
wanted-5: WANTED—Motherly Person to adopt Baby from birth; clothing found. Write "Jocelyn," c/o Daily News, New Plymouth. bbox=[291, 399, 421, 437]
interest-sig: WILLIAM P. OKEY, Currie Street, P.O. Box 19, New Plymouth. bbox=[316, 1692, 421, 1721]
